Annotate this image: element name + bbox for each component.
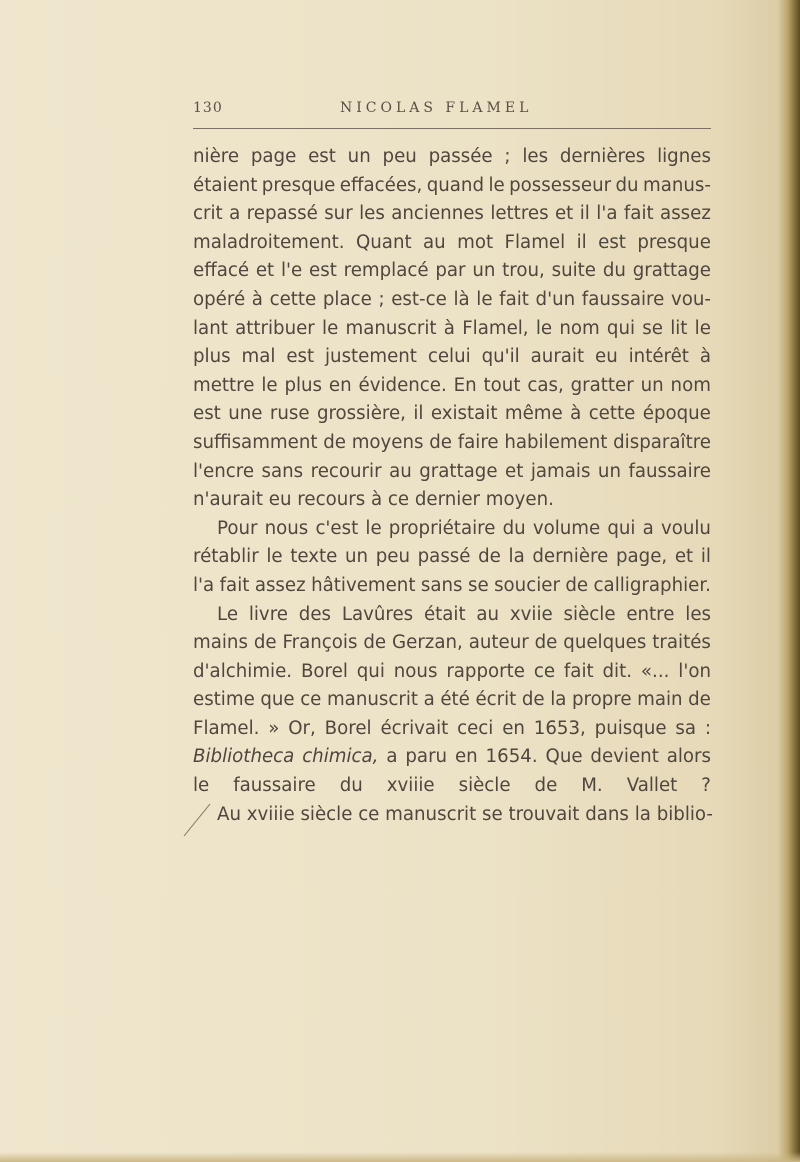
word: de	[478, 546, 501, 568]
word: attribuer	[235, 317, 315, 339]
word: l'encre	[193, 460, 255, 482]
text-line	[193, 543, 711, 572]
word: propriétaire	[388, 517, 496, 539]
word: xviie	[509, 603, 553, 625]
word: Borel	[324, 717, 372, 739]
word: «...	[640, 660, 670, 682]
word: à	[570, 403, 582, 425]
word: Bibliotheca	[193, 746, 295, 768]
text-line	[193, 715, 711, 744]
word: l'e	[280, 260, 303, 282]
word: manuscrit	[326, 689, 419, 711]
word: le	[535, 317, 553, 339]
word: manuscrit	[345, 317, 437, 339]
word: il	[579, 203, 590, 225]
word: à	[370, 489, 388, 511]
word: fait	[499, 288, 529, 310]
word: nom	[670, 374, 711, 396]
word: En	[453, 374, 477, 396]
word: fait	[219, 574, 250, 596]
word: de	[323, 431, 346, 453]
word: recours	[297, 489, 371, 511]
word: le	[322, 317, 339, 339]
word: le	[266, 546, 283, 568]
word: Que	[545, 746, 583, 768]
word: manuscrit	[385, 803, 483, 825]
word: été	[440, 689, 470, 711]
word: M.	[581, 775, 603, 797]
word: est	[286, 346, 315, 368]
word: recourir	[310, 460, 382, 482]
word: grattage	[632, 260, 711, 282]
word: 1654.	[485, 746, 538, 768]
word: de	[565, 574, 589, 596]
word: une	[228, 403, 263, 425]
word: lignes	[657, 146, 711, 167]
word: cas,	[527, 374, 564, 396]
text-line	[193, 172, 711, 201]
word: un	[472, 260, 496, 282]
word: entre	[626, 603, 675, 625]
word: possesseur	[509, 174, 612, 196]
word: vou-	[670, 288, 711, 310]
word: se	[467, 574, 489, 596]
word: ruse	[269, 403, 310, 425]
word: à	[251, 288, 263, 310]
word: de	[521, 689, 545, 711]
word: volume	[532, 517, 601, 539]
word: auteur	[468, 632, 529, 654]
word: fait	[623, 203, 654, 225]
word: rétablir	[193, 546, 259, 568]
word: repassé	[246, 203, 318, 225]
word: les	[359, 203, 385, 225]
word: existait	[430, 403, 498, 425]
word: est-ce	[391, 288, 447, 310]
word: au	[423, 231, 446, 253]
word: ce	[533, 660, 556, 682]
word: devient	[590, 746, 659, 768]
word: eu	[268, 489, 298, 511]
word: Flamel.	[193, 717, 260, 739]
text-line	[193, 257, 711, 286]
word: Gerzan,	[392, 632, 463, 654]
word: en	[328, 374, 352, 396]
word: effacé	[193, 260, 250, 282]
word: faire	[457, 431, 499, 453]
word: 1653,	[533, 717, 586, 739]
word: il	[700, 546, 711, 568]
text-line	[193, 486, 711, 515]
word: en	[502, 717, 525, 739]
word: crit	[193, 203, 223, 225]
word: et	[554, 203, 574, 225]
word: nous	[393, 660, 438, 682]
word: le	[261, 374, 278, 396]
word: jamais	[530, 460, 591, 482]
word: main	[637, 689, 683, 711]
word: nière	[193, 146, 240, 167]
word: suffisamment	[193, 431, 318, 453]
word: remplacé	[343, 260, 429, 282]
word: lettres	[490, 203, 549, 225]
word: assez	[254, 574, 306, 596]
word: dernières	[559, 146, 646, 167]
word: a	[642, 517, 654, 539]
word: presque	[637, 231, 711, 253]
word: un	[344, 546, 369, 568]
word: a	[423, 689, 435, 711]
text-line	[193, 601, 711, 630]
text-line	[193, 429, 711, 458]
word: n'aurait	[193, 489, 269, 511]
word: a	[229, 203, 241, 225]
word: mot	[457, 231, 494, 253]
word: un	[640, 374, 664, 396]
word: faussaire	[628, 460, 711, 482]
word: un	[597, 460, 621, 482]
text-line	[193, 343, 711, 372]
word: par	[435, 260, 466, 282]
word: xviiie	[246, 803, 301, 825]
word: et	[255, 260, 275, 282]
word: là	[453, 288, 470, 310]
word: trouvait	[508, 803, 586, 825]
word: François	[282, 632, 358, 654]
text-line	[193, 572, 711, 601]
word: justement	[325, 346, 417, 368]
word: le	[694, 317, 711, 339]
word: les	[685, 603, 711, 625]
word: il	[413, 403, 424, 425]
word: Pour	[217, 517, 258, 539]
word: »	[268, 717, 280, 739]
word: paru	[405, 746, 448, 768]
word: ceci	[457, 717, 494, 739]
word: ce	[387, 489, 415, 511]
word: quand	[426, 174, 485, 196]
word: ;	[378, 288, 385, 310]
word: se	[642, 317, 663, 339]
word: mettre	[193, 374, 255, 396]
word: celui	[427, 346, 471, 368]
word: du	[502, 517, 526, 539]
word: se	[482, 803, 509, 825]
word: faussaire	[581, 288, 665, 310]
word: Flamel	[504, 231, 566, 253]
word: du	[615, 174, 639, 196]
word: en	[454, 746, 478, 768]
word: a	[386, 746, 398, 768]
page-number: 130	[193, 100, 223, 116]
text-line	[193, 200, 711, 229]
word: l'on	[678, 660, 711, 682]
word: propre	[571, 689, 632, 711]
page-edge	[778, 0, 800, 1162]
word: ce	[358, 803, 386, 825]
text-line	[193, 372, 711, 401]
word: maladroitement.	[193, 231, 345, 253]
body-text	[193, 143, 711, 829]
word: Le	[217, 603, 239, 625]
word: à	[699, 346, 711, 368]
word: biblio-	[656, 803, 713, 825]
word: grossière,	[316, 403, 406, 425]
word: alors	[666, 746, 711, 768]
text-line	[193, 772, 711, 801]
word: du	[602, 260, 626, 282]
word: un	[347, 146, 371, 167]
word: sans	[261, 460, 304, 482]
word: le	[488, 174, 505, 196]
word: Flamel,	[462, 317, 529, 339]
word: passé	[417, 546, 471, 568]
word: c'est	[315, 517, 359, 539]
word: écrit	[475, 689, 517, 711]
word: mal	[241, 346, 276, 368]
word: livre	[248, 603, 288, 625]
word: opéré	[193, 288, 246, 310]
word: le	[193, 775, 210, 797]
word: eu	[595, 346, 618, 368]
word: nom	[559, 317, 600, 339]
word: gratter	[570, 374, 634, 396]
word: calligraphier.	[593, 574, 711, 596]
word: ce	[300, 689, 322, 711]
word: plus	[284, 374, 323, 396]
word: lit	[670, 317, 688, 339]
word: Or,	[288, 717, 316, 739]
word: au	[389, 460, 412, 482]
text-line	[193, 686, 711, 715]
word: il	[576, 231, 587, 253]
word: suite	[551, 260, 597, 282]
word: lant	[193, 317, 228, 339]
text-line	[193, 286, 711, 315]
word: quelques	[563, 632, 647, 654]
header-rule	[193, 128, 711, 129]
word: écrivait	[380, 717, 449, 739]
word: anciennes	[391, 203, 484, 225]
word: chimica,	[302, 746, 379, 768]
word: manus-	[643, 174, 711, 196]
word: qu'il	[481, 346, 520, 368]
word: estime	[193, 689, 255, 711]
text-line	[193, 143, 711, 172]
word: la	[634, 803, 657, 825]
word: puisque	[594, 717, 667, 739]
word: de	[363, 632, 387, 654]
word: Lavûres	[341, 603, 414, 625]
word: d'alchimie.	[193, 660, 293, 682]
word: mains	[193, 632, 248, 654]
word: passée	[428, 146, 493, 167]
word: et	[674, 546, 694, 568]
word: texte	[290, 546, 338, 568]
text-line	[193, 629, 711, 658]
word: grattage	[419, 460, 498, 482]
word: cette	[269, 288, 317, 310]
word: sur	[324, 203, 353, 225]
text-line	[193, 458, 711, 487]
word: est	[193, 403, 221, 425]
text-line	[193, 229, 711, 258]
word: soucier	[494, 574, 560, 596]
word: Vallet	[626, 775, 678, 797]
word: cette	[588, 403, 636, 425]
word: fait	[563, 660, 594, 682]
word: voulu	[660, 517, 711, 539]
word: même	[504, 403, 563, 425]
word: plus	[193, 346, 231, 368]
word: l'a	[596, 203, 618, 225]
word: rapporte	[446, 660, 525, 682]
word: la	[550, 689, 567, 711]
word: trou,	[502, 260, 545, 282]
word: les	[522, 146, 549, 167]
word: qui	[606, 317, 636, 339]
word: Quant	[355, 231, 412, 253]
word: nous	[264, 517, 309, 539]
word: presque	[261, 174, 336, 196]
word: siècle	[563, 603, 616, 625]
word: l'a	[193, 574, 215, 596]
word: page,	[615, 546, 668, 568]
word: des	[298, 603, 331, 625]
text-line	[193, 658, 711, 687]
word: xviiie	[386, 775, 435, 797]
word: sans	[420, 574, 463, 596]
word: évidence.	[358, 374, 447, 396]
word: de	[688, 689, 711, 711]
word: de	[253, 632, 277, 654]
word: que	[260, 689, 295, 711]
word: étaient	[193, 174, 258, 196]
word: dit.	[602, 660, 633, 682]
word: traités	[652, 632, 711, 654]
word: page	[250, 146, 297, 167]
word: de	[534, 632, 558, 654]
word: qui	[607, 517, 636, 539]
word: Borel	[300, 660, 348, 682]
word: effacées,	[339, 174, 423, 196]
word: dans	[585, 803, 635, 825]
word: siècle	[458, 775, 511, 797]
text-line	[193, 801, 711, 830]
word: au	[476, 603, 500, 625]
pencil-mark	[180, 800, 216, 838]
word: époque	[642, 403, 711, 425]
word: tout	[483, 374, 521, 396]
word: assez	[660, 203, 711, 225]
word: à	[443, 317, 455, 339]
word: Au	[217, 803, 247, 825]
running-head	[193, 100, 713, 126]
word: du	[339, 775, 363, 797]
word: qui	[356, 660, 385, 682]
word: moyens	[351, 431, 424, 453]
word: est	[598, 231, 626, 253]
word: de	[429, 431, 452, 453]
word: dernière	[532, 546, 609, 568]
word: est	[308, 146, 336, 167]
word: et	[505, 460, 524, 482]
word: était	[423, 603, 466, 625]
word: dernier	[414, 489, 486, 511]
text-line	[193, 315, 711, 344]
word: d'un	[535, 288, 576, 310]
word: intérêt	[628, 346, 689, 368]
word: habilement	[504, 431, 608, 453]
word: place	[322, 288, 372, 310]
word: de	[534, 775, 558, 797]
page-bottom-edge	[0, 1152, 800, 1162]
word: hâtivement	[311, 574, 416, 596]
running-title: NICOLAS FLAMEL	[340, 100, 533, 116]
word: ;	[504, 146, 511, 167]
word: moyen.	[485, 489, 554, 511]
word: ?	[701, 775, 711, 797]
text-line	[193, 743, 711, 772]
text-line	[193, 515, 711, 544]
word: le	[365, 517, 382, 539]
word: peu	[382, 146, 417, 167]
word: peu	[375, 546, 410, 568]
word: la	[508, 546, 525, 568]
word: faussaire	[233, 775, 316, 797]
word: disparaître	[613, 431, 711, 453]
word: sa	[675, 717, 697, 739]
word: aurait	[530, 346, 585, 368]
word: siècle	[300, 803, 359, 825]
word: le	[476, 288, 493, 310]
text-line	[193, 400, 711, 429]
word: est	[309, 260, 337, 282]
word: :	[704, 717, 711, 739]
